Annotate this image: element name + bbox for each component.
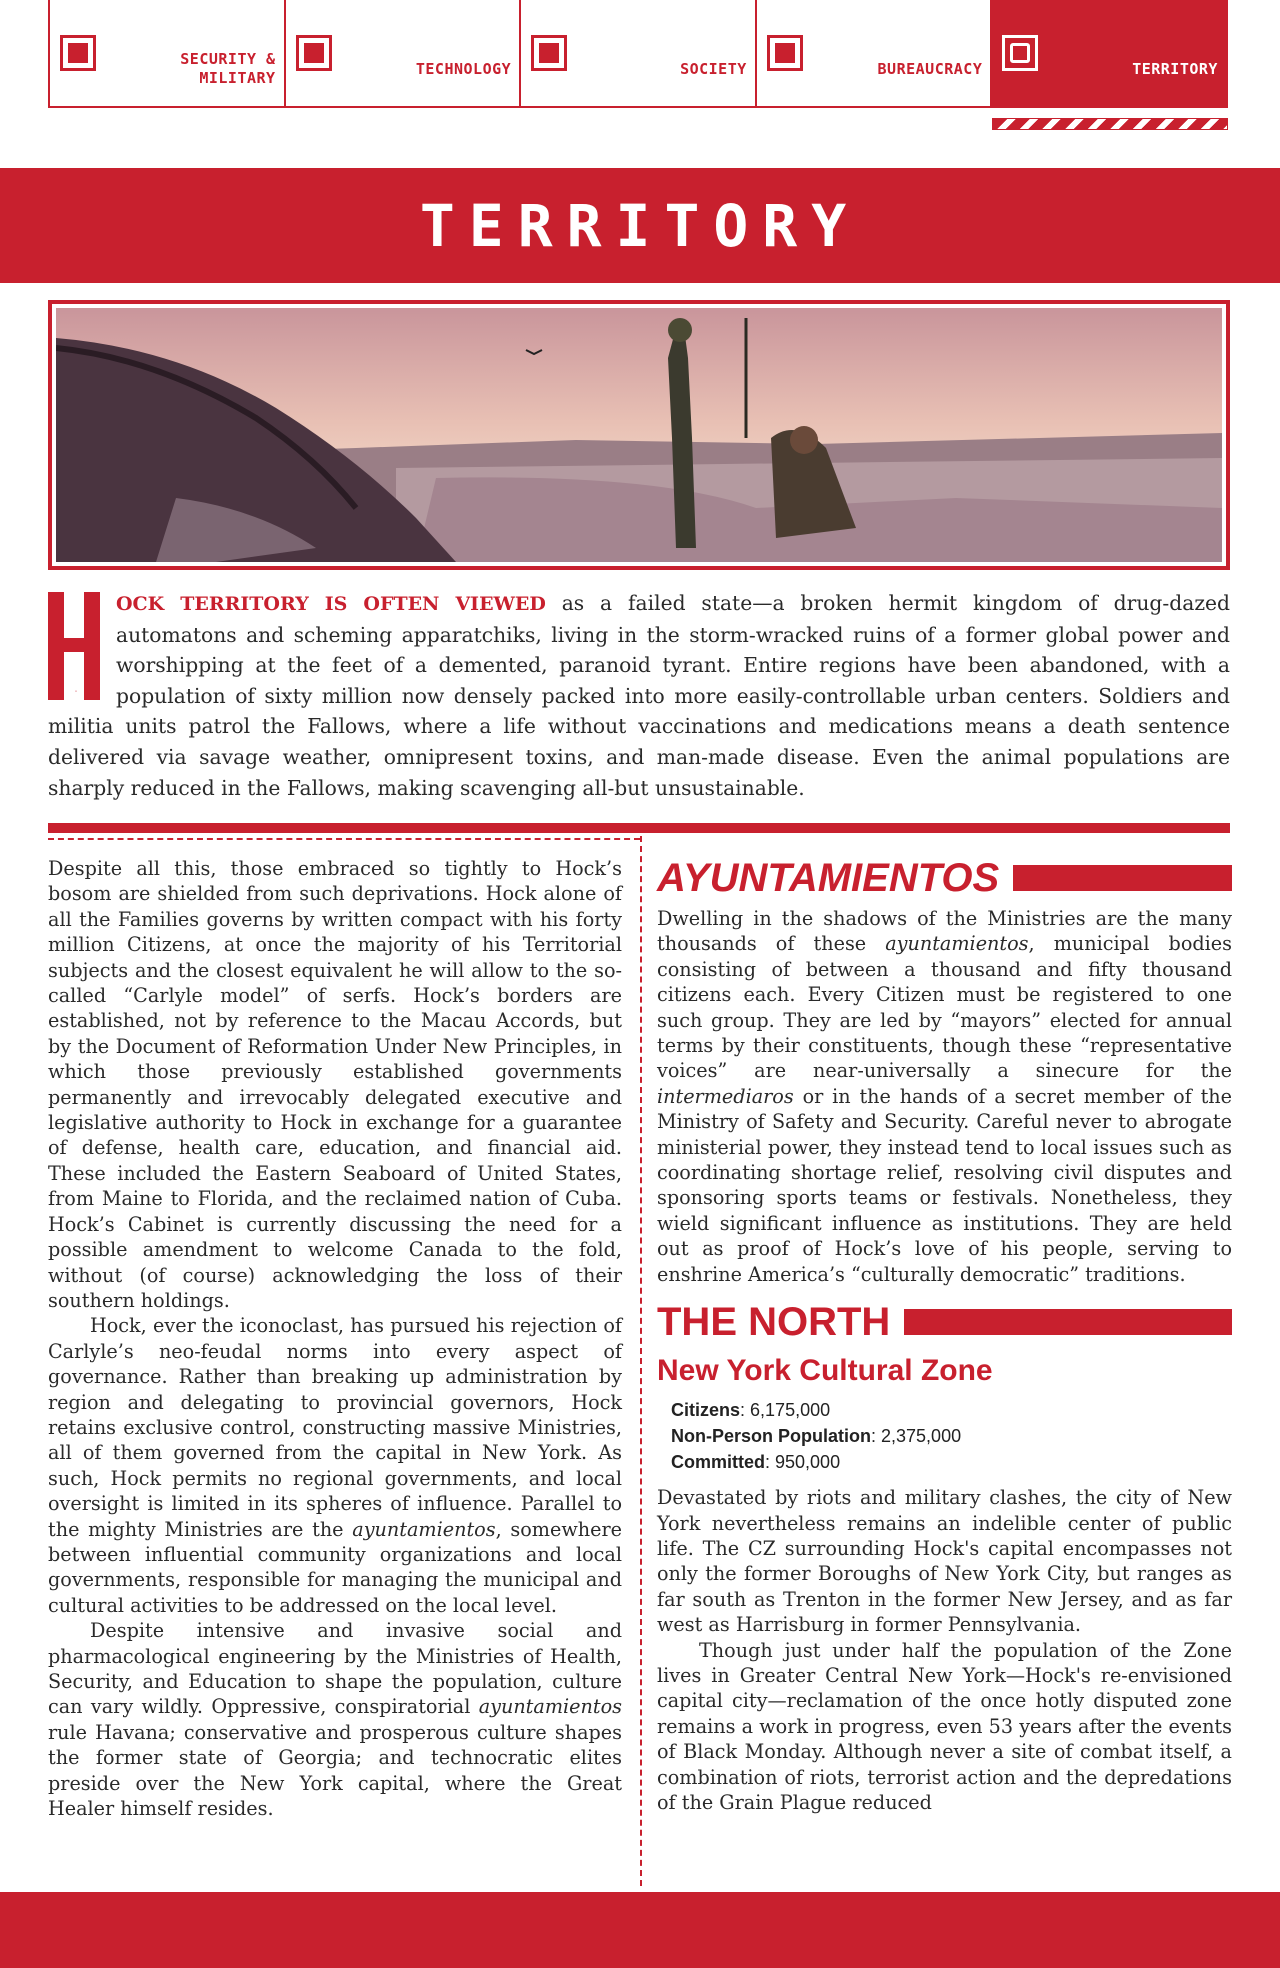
footer-band [0, 1892, 1280, 1968]
north-heading: THE NORTH [657, 1299, 1232, 1345]
ayuntamientos-heading: AYUNTAMIENTOS [657, 856, 1232, 900]
dropcap-letter [48, 592, 102, 700]
tab-label: TERRITORY [1132, 60, 1218, 78]
tab-label: BUREAUCRACY [877, 60, 983, 78]
tab-square-icon [531, 35, 567, 71]
dashed-border [48, 838, 640, 840]
ayuntamientos-paragraph: Dwelling in the shadows of the Ministries are the many thousands of these ayuntamientos, municipal bodies consisting of between a thousand and fifty thousand citizens each. Every Citizen must be registered to one such group. They are led by “mayors” elected for annual terms by their constituents, though these “representative voices” are near-universally a sinecure for the intermediaros or in the hands of a secret member of the Ministry of Safety and Security. Careful never to abrogate ministerial power, they instead tend to local issues such as coordinating shortage relief, resolving civil disputes and sponsoring sports teams or festivals. Nonetheless, they wield significant influence as institutions. They are held out as proof of Hock’s love of his people, serving to enshrine America’s “culturally democratic” traditions. [657, 907, 1232, 1286]
intro-paragraph [48, 588, 1230, 803]
svg-text:H: H [75, 691, 77, 693]
column-divider [640, 836, 642, 1886]
tab-territory[interactable] [992, 0, 1226, 106]
right-column [657, 856, 1232, 1815]
intro-body: as a failed state—a broken hermit kingdom of drug-dazed automatons and scheming apparatchiks, living in the storm-wracked ruins of a former global power and worshipping at the feet of a demented, paranoid tyrant. Entire regions have been abandoned, with a population of sixty million now densely packed into more easily-controllable urban centers. Soldiers and militia units patrol the Fallows, where a life without vaccinations and medications means a death sentence delivered via savage weather, omnipresent toxins, and man-made disease. Even the animal populations are sharply reduced in the Fallows, making scavenging all-but unsustainable. [48, 591, 1230, 800]
stat-committed: Committed: 950,000 [671, 1452, 841, 1473]
ny-paragraph-1: Devastated by riots and military clashes, the city of New York nevertheless remains an indelible center of public life. The CZ surrounding Hock's capital encompasses not only the former Boroughs of New York City, but ranges as far south as Trenton in the former New Jersey, and as far west as Harrisburg in former Pennsylvania. [657, 1486, 1232, 1637]
left-paragraph-3: Despite intensive and invasive social and pharmacological engineering by the Ministries of Health, Security, and Education to shape the population, culture can vary wildly. Oppressive, conspiratorial ayuntamientos rule Havana; conservative and prosperous culture shapes the former state of Georgia; and technocratic elites preside over the New York capital, where the Great Healer himself resides. [48, 1619, 622, 1821]
left-column [48, 856, 622, 1821]
stat-non-person: Non-Person Population: 2,375,000 [671, 1426, 962, 1447]
left-paragraph-1: Despite all this, those embraced so tightly to Hock’s bosom are shielded from such deprivations. Hock alone of all the Families governs by written compact with his forty million Citizens, at once the majority of his Territorial subjects and the closest equivalent he will allow to the so-called “Carlyle model” of serfs. Hock’s borders are established, not by reference to the Macau Accords, but by the Document of Reformation Under New Principles, in which those previously established governments permanently and irrevocably delegated executive and legislative authority to Hock in exchange for a guarantee of defense, health care, education, and financial aid. These included the Eastern Seaboard of United States, from Maine to Florida, and the reclaimed nation of Cuba. Hock’s Cabinet is currently discussing the need for a possible amendment to welcome Canada to the fold, without (of course) acknowledging the loss of their southern holdings. [48, 857, 622, 1312]
zone-stats [657, 1397, 1232, 1475]
tab-label: TECHNOLOGY [415, 60, 512, 78]
title-banner [0, 168, 1280, 283]
soldiers-illustration [48, 300, 1230, 570]
tab-label: SOCIETY [680, 60, 747, 78]
tab-society[interactable] [521, 0, 757, 106]
page-title: TERRITORY [419, 191, 861, 260]
section-tabs [48, 0, 1228, 108]
tab-bureaucracy[interactable] [757, 0, 993, 106]
stat-citizens: Citizens: 6,175,000 [671, 1400, 831, 1421]
left-paragraph-2: Hock, ever the iconoclast, has pursued his rejection of Carlyle’s neo-feudal norms into every aspect of governance. Rather than breaking up administration by region and delegating to provincial governors, Hock retains exclusive control, constructing massive Ministries, all of them governed from the capital in New York. As such, Hock permits no regional governments, and local oversight is limited in its spheres of influence. Parallel to the mighty Ministries are the ayuntamientos, somewhere between influential community organizations and local governments, responsible for managing the municipal and cultural activities to be addressed on the local level. [48, 1314, 622, 1617]
tab-square-icon [767, 35, 803, 71]
tab-square-icon [296, 35, 332, 71]
ny-paragraph-2: Though just under half the population of the Zone lives in Greater Central New York—Hock's re-envisioned capital city—reclamation of the once hotly disputed zone remains a work in progress, even 53 years after the events of Black Monday. Although never a site of combat itself, a combination of riots, terrorist action and the depredations of the Grain Plague reduced [657, 1638, 1232, 1814]
zone-heading: New York Cultural Zone [657, 1354, 993, 1388]
section-rule [48, 823, 1230, 833]
tab-technology[interactable] [286, 0, 522, 106]
tab-security-military[interactable] [50, 0, 286, 106]
tab-square-icon [1002, 35, 1038, 71]
tab-square-icon [60, 35, 96, 71]
tab-label: SECURITY & MILITARY [180, 50, 276, 87]
intro-lead: OCK TERRITORY IS OFTEN VIEWED [116, 593, 546, 615]
landscape-image [56, 308, 1222, 562]
hazard-stripe [992, 118, 1228, 130]
